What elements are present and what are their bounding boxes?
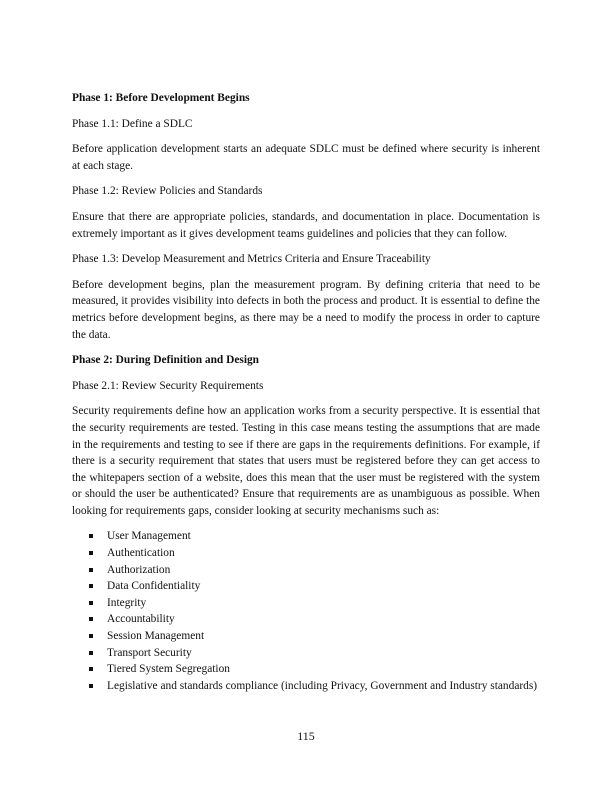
phase1-3-heading: Phase 1.3: Develop Measurement and Metrics Criteria and Ensure Traceability [72,253,431,266]
list-item-text: User Management [107,530,191,543]
page-number: 115 [297,729,315,743]
list-item [72,595,540,612]
list-item-text: Tiered System Segregation [107,663,230,676]
list-item [72,545,540,562]
list-item-text: Integrity [107,596,147,609]
list-item [72,578,540,595]
phase1-1-heading: Phase 1.1: Define a SDLC [72,117,193,130]
phase1-2-heading: Phase 1.2: Review Policies and Standards [72,185,263,198]
phase2-title: Phase 2: During Definition and Design [72,354,260,367]
bullet-square-icon [89,684,93,688]
list-item [72,678,540,695]
list-item [72,645,540,662]
list-item [72,628,540,645]
list-item-text: Transport Security [107,646,192,659]
list-item [72,528,540,545]
bullet-square-icon [89,568,93,572]
list-item [72,611,540,628]
list-item-text: Data Confidentiality [107,580,201,593]
list-item-text: Session Management [107,630,205,643]
phase1-title: Phase 1: Before Development Begins [72,92,250,104]
phase1-3-body: Before development begins, plan the measurement program. By defining criteria that need to be measured, it provides visibility into defects in both the process and product. It is essential to define the metrics before development begins, as there may be a need to modify the process in order to capture the data. [72,278,540,341]
phase2-1-body: Security requirements define how an application works from a security perspective. It is essential that the security requirements are tested. Testing in this case means testing the assumptions that are made in the requirements and testing to see if there are gaps in the requirements definitions. For example, if there is a security requirement that states that users must be registered before they can get access to the whitepapers section of a website, does this mean that the user must be registered with the system or should the user be authenticated? Ensure that requirements are as unambiguous as possible. When looking for requirements gaps, consider looking at security mechanisms such as: [72,405,540,517]
security-mechanisms-list [72,528,540,694]
bullet-square-icon [89,601,93,605]
document-page [72,90,540,694]
list-item [72,562,540,579]
list-item-text: Authentication [107,547,175,560]
bullet-square-icon [89,667,93,671]
list-item-text: Authorization [107,563,171,576]
list-item [72,661,540,678]
bullet-square-icon [89,534,93,538]
bullet-square-icon [89,617,93,621]
phase2-1-heading: Phase 2.1: Review Security Requirements [72,379,264,392]
bullet-square-icon [89,634,93,638]
bullet-square-icon [89,551,93,555]
list-item-text: Accountability [107,613,175,626]
list-item-text: Legislative and standards compliance (including Privacy, Government and Industry standards) [107,679,538,692]
phase1-2-body: Ensure that there are appropriate policies, standards, and documentation in place. Documentation is extremely important as it gives development teams guidelines and policies that they can follow. [72,210,540,240]
bullet-square-icon [89,651,93,655]
phase1-1-body: Before application development starts an adequate SDLC must be defined where security is inherent at each stage. [72,143,540,172]
bullet-square-icon [89,584,93,588]
